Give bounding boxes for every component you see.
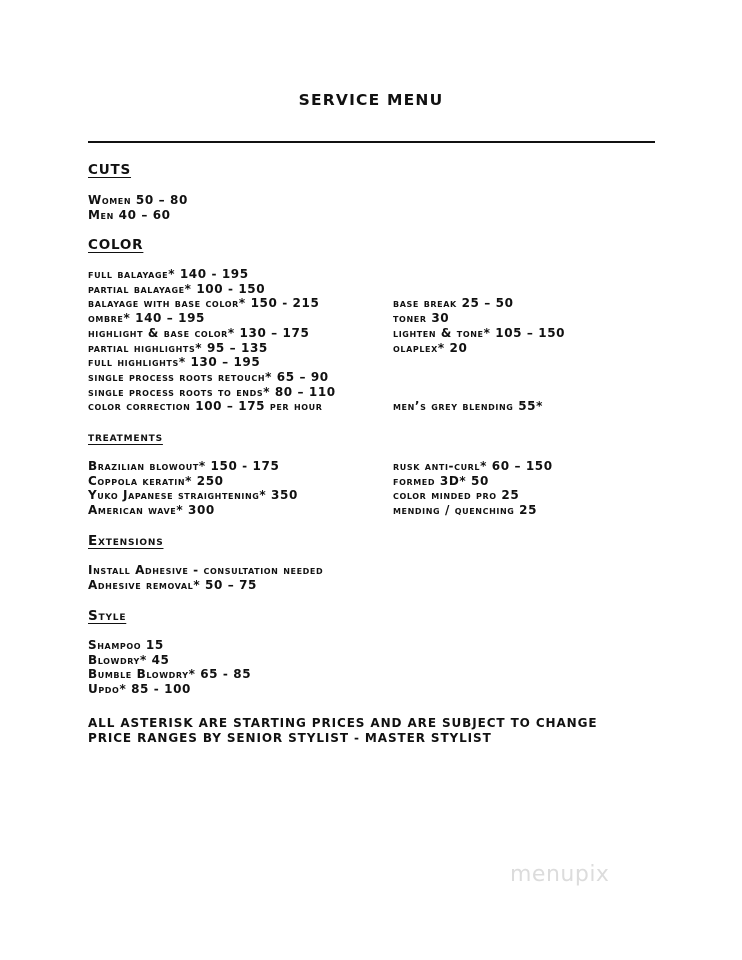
cuts-item-women: Women 50 – 80 bbox=[88, 193, 188, 207]
pricing-note: ALL ASTERISK ARE STARTING PRICES AND ARE SUBJECT TO CHANGE bbox=[88, 716, 598, 730]
page-title: SERVICE MENU bbox=[298, 91, 444, 109]
treatment-item: Brazilian blowout* 150 - 175 bbox=[88, 459, 280, 473]
section-heading-color: COLOR bbox=[88, 237, 144, 253]
color-addon-item: lighten & tone* 105 – 150 bbox=[393, 325, 566, 340]
color-addon-item: olaplex* 20 bbox=[393, 340, 468, 355]
treatment-item: formed 3D* 50 bbox=[393, 473, 489, 488]
section-heading-extensions: Extensions bbox=[88, 533, 164, 549]
color-item: full highlights* 130 – 195 bbox=[88, 355, 261, 370]
color-item: single process roots retouch* 65 – 90 bbox=[88, 369, 329, 384]
color-addon-item: men’s grey blending 55* bbox=[393, 399, 543, 414]
extension-item: Adhesive removal* 50 – 75 bbox=[88, 577, 257, 592]
section-heading-cuts: CUTS bbox=[88, 162, 132, 178]
color-item: ombre* 140 – 195 bbox=[88, 311, 205, 326]
treatment-item: American wave* 300 bbox=[88, 503, 215, 518]
pricing-note: PRICE RANGES BY SENIOR STYLIST - MASTER STYLIST bbox=[88, 731, 492, 745]
section-heading-style: Style bbox=[88, 608, 127, 624]
treatment-item: mending / quenching 25 bbox=[393, 503, 538, 518]
color-item: full balayage* 140 - 195 bbox=[88, 267, 249, 281]
treatment-item: color minded pro 25 bbox=[393, 488, 520, 503]
color-item: single process roots to ends* 80 – 110 bbox=[88, 384, 336, 399]
treatment-item: rusk anti-curl* 60 – 150 bbox=[393, 459, 553, 473]
color-addon-item: toner 30 bbox=[393, 311, 450, 326]
style-item: Bumble Blowdry* 65 - 85 bbox=[88, 667, 252, 682]
color-item: color correction 100 – 175 per hour bbox=[88, 399, 323, 414]
section-heading-treatments: treatments bbox=[88, 429, 163, 445]
style-item: Shampoo 15 bbox=[88, 638, 164, 652]
title-divider bbox=[88, 141, 655, 143]
color-addon-item: base break 25 – 50 bbox=[393, 296, 514, 311]
treatment-item: Coppola keratin* 250 bbox=[88, 473, 224, 488]
menupix-watermark: menupix bbox=[510, 862, 610, 887]
extension-item: Install Adhesive - consultation needed bbox=[88, 563, 324, 577]
color-item: partial balayage* 100 - 150 bbox=[88, 281, 266, 296]
treatment-item: Yuko Japanese straightening* 350 bbox=[88, 488, 298, 503]
color-item: highlight & base color* 130 – 175 bbox=[88, 325, 310, 340]
cuts-item-men: Men 40 – 60 bbox=[88, 207, 171, 222]
style-item: Blowdry* 45 bbox=[88, 652, 170, 667]
style-item: Updo* 85 - 100 bbox=[88, 682, 191, 697]
color-item: partial highlights* 95 – 135 bbox=[88, 340, 268, 355]
color-item: balayage with base color* 150 - 215 bbox=[88, 296, 320, 311]
